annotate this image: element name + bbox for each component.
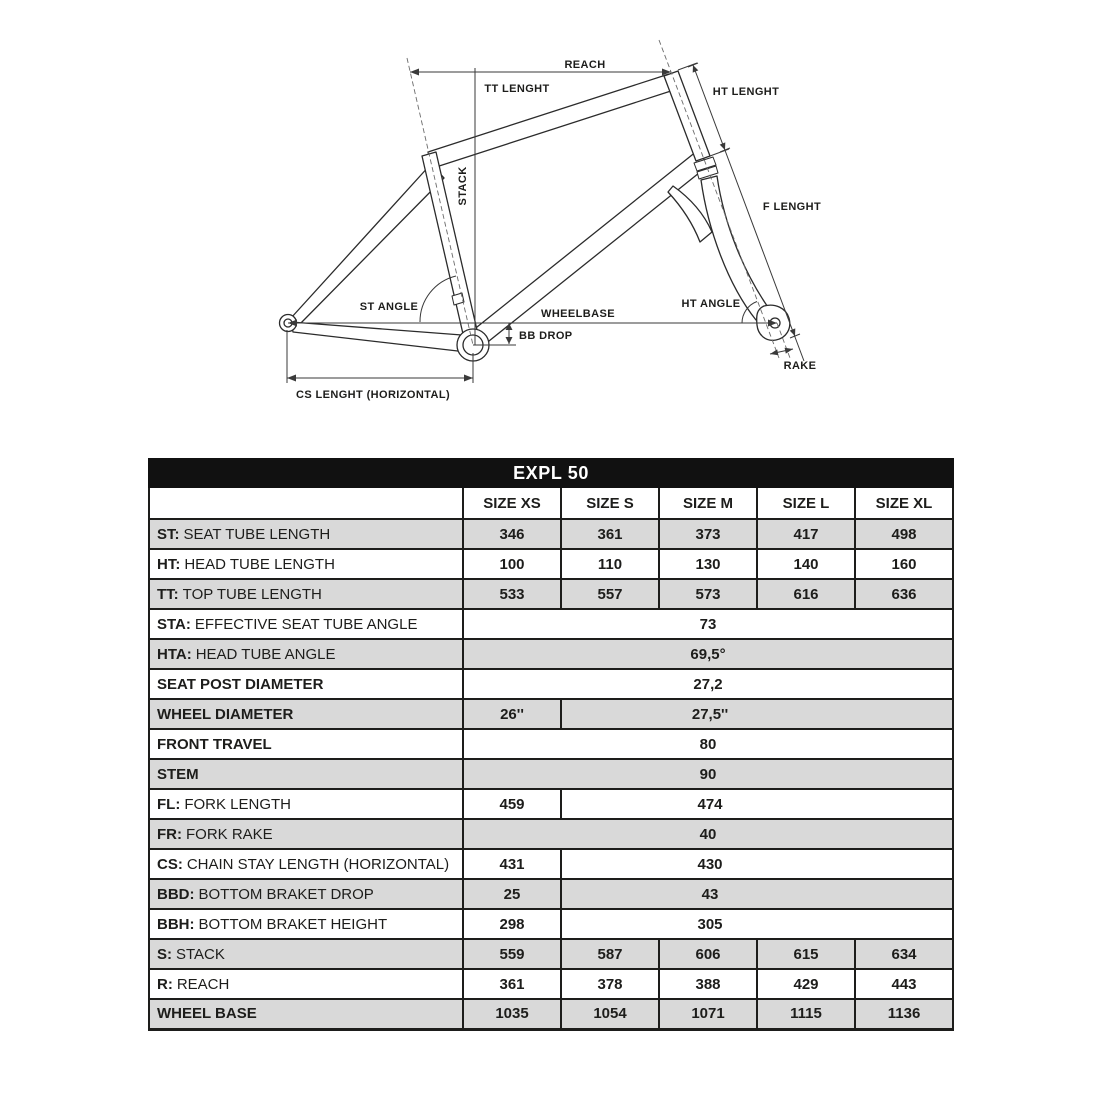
spec-value-span: 40 (463, 819, 953, 849)
spec-value: 100 (463, 549, 561, 579)
spec-value-span: 27,2 (463, 669, 953, 699)
spec-prefix: FR: (157, 825, 182, 843)
spec-label (149, 789, 463, 819)
top-tube (428, 74, 674, 168)
geometry-table (148, 458, 954, 1031)
stack-label: STACK (457, 166, 469, 206)
spec-prefix: CS: (157, 855, 183, 873)
table-row-seat-tube-length (149, 519, 953, 549)
spec-name: FORK RAKE (186, 825, 273, 843)
table-title-row (149, 459, 953, 487)
spec-prefix: BBH: (157, 915, 195, 933)
spec-label (149, 759, 463, 789)
spec-name: SEAT POST DIAMETER (157, 675, 324, 693)
spec-value: 25 (463, 879, 561, 909)
f-length-label: F LENGHT (762, 201, 822, 213)
spec-value: 373 (659, 519, 757, 549)
spec-value-span: 73 (463, 609, 953, 639)
spec-prefix: R: (157, 975, 173, 993)
spec-label (149, 729, 463, 759)
spec-name: WHEEL BASE (157, 1005, 257, 1023)
spec-prefix: S: (157, 945, 172, 963)
spec-prefix: STA: (157, 615, 191, 633)
table-row-fork-rake (149, 819, 953, 849)
arrowhead (410, 69, 419, 76)
chain-stay (291, 322, 475, 353)
spec-value-span: 90 (463, 759, 953, 789)
spec-prefix: HTA: (157, 645, 192, 663)
spec-name: BOTTOM BRAKET DROP (198, 885, 374, 903)
ht-angle-label: HT ANGLE (681, 298, 741, 310)
spec-value: 361 (561, 519, 659, 549)
bike-geometry-diagram (0, 0, 1100, 450)
tt-length-label: TT LENGHT (484, 83, 550, 95)
spec-name: HEAD TUBE LENGTH (184, 555, 335, 573)
spec-name: REACH (176, 975, 230, 993)
arrowhead (287, 375, 296, 382)
spec-value: 140 (757, 549, 855, 579)
spec-prefix: ST: (157, 525, 180, 543)
arrowhead (770, 349, 778, 355)
spec-value: 498 (855, 519, 953, 549)
spec-value: 346 (463, 519, 561, 549)
spec-name: CHAIN STAY LENGTH (HORIZONTAL) (186, 855, 450, 873)
spec-name: STEM (157, 765, 199, 783)
arrowhead (720, 142, 726, 150)
spec-label (149, 879, 463, 909)
spec-name: BOTTOM BRAKET HEIGHT (198, 915, 388, 933)
spec-label (149, 579, 463, 609)
spec-label (149, 669, 463, 699)
spec-value: 636 (855, 579, 953, 609)
head-tube (664, 71, 710, 161)
table-row-front-travel (149, 729, 953, 759)
spec-value: 1071 (659, 999, 757, 1029)
spec-label (149, 849, 463, 879)
spec-label (149, 519, 463, 549)
spec-name: TOP TUBE LENGTH (182, 585, 322, 603)
spec-prefix: BBD: (157, 885, 195, 903)
arrowhead (693, 65, 699, 73)
spec-value: 429 (757, 969, 855, 999)
spec-value-span: 430 (561, 849, 953, 879)
spec-value: 533 (463, 579, 561, 609)
spec-value: 559 (463, 939, 561, 969)
spec-value: 634 (855, 939, 953, 969)
spec-name: FORK LENGTH (184, 795, 292, 813)
empty-corner-cell (149, 487, 463, 519)
spec-value: 459 (463, 789, 561, 819)
size-header-xs: SIZE XS (463, 487, 561, 519)
spec-label (149, 549, 463, 579)
spec-label (149, 969, 463, 999)
table-row-head-tube-length (149, 549, 953, 579)
spec-value-span: 80 (463, 729, 953, 759)
spec-label (149, 609, 463, 639)
spec-value-span: 27,5'' (561, 699, 953, 729)
spec-value: 1136 (855, 999, 953, 1029)
arrowhead (790, 328, 796, 336)
table-row-seat-tube-angle (149, 609, 953, 639)
spec-label (149, 939, 463, 969)
spec-value: 1115 (757, 999, 855, 1029)
spec-label (149, 909, 463, 939)
spec-name: WHEEL DIAMETER (157, 705, 294, 723)
spec-value: 130 (659, 549, 757, 579)
spec-label (149, 639, 463, 669)
ht-length-label: HT LENGHT (712, 86, 780, 98)
table-row-chain-stay-length (149, 849, 953, 879)
reach-label: REACH (564, 59, 606, 71)
cs-length-label: CS LENGHT (HORIZONTAL) (295, 389, 451, 401)
spec-prefix: HT: (157, 555, 181, 573)
spec-value: 1035 (463, 999, 561, 1029)
spec-value-span: 305 (561, 909, 953, 939)
spec-value: 616 (757, 579, 855, 609)
st-angle-label: ST ANGLE (359, 301, 419, 313)
spec-value: 361 (463, 969, 561, 999)
size-header-m: SIZE M (659, 487, 757, 519)
spec-value: 431 (463, 849, 561, 879)
spec-prefix: TT: (157, 585, 179, 603)
spec-value: 110 (561, 549, 659, 579)
arrowhead (785, 348, 793, 354)
spec-value: 298 (463, 909, 561, 939)
spec-value: 443 (855, 969, 953, 999)
spec-name: STACK (176, 945, 225, 963)
table-row-seat-post-diameter (149, 669, 953, 699)
spec-prefix: FL: (157, 795, 181, 813)
spec-value: 557 (561, 579, 659, 609)
spec-name: HEAD TUBE ANGLE (195, 645, 336, 663)
spec-value: 587 (561, 939, 659, 969)
size-header-xl: SIZE XL (855, 487, 953, 519)
spec-value: 417 (757, 519, 855, 549)
size-header-l: SIZE L (757, 487, 855, 519)
table-row-top-tube-length (149, 579, 953, 609)
table-row-wheel-base (149, 999, 953, 1029)
table-row-stack (149, 939, 953, 969)
bb-drop-label: BB DROP (519, 330, 573, 342)
spec-label (149, 699, 463, 729)
table-row-fork-length (149, 789, 953, 819)
spec-value: 388 (659, 969, 757, 999)
spec-value: 606 (659, 939, 757, 969)
wheelbase-label: WHEELBASE (541, 308, 615, 320)
spec-value: 573 (659, 579, 757, 609)
arrowhead (464, 375, 473, 382)
size-header-row (149, 487, 953, 519)
spec-value: 1054 (561, 999, 659, 1029)
spec-value-span: 43 (561, 879, 953, 909)
table-row-wheel-diameter (149, 699, 953, 729)
bike-frame-drawing (0, 0, 1100, 450)
spec-value: 26'' (463, 699, 561, 729)
table-row-reach (149, 969, 953, 999)
table-row-bottom-bracket-height (149, 909, 953, 939)
table-title: EXPL 50 (149, 459, 953, 487)
spec-value: 160 (855, 549, 953, 579)
size-header-s: SIZE S (561, 487, 659, 519)
spec-value-span: 69,5° (463, 639, 953, 669)
table-row-stem (149, 759, 953, 789)
spec-name: FRONT TRAVEL (157, 735, 272, 753)
rake-label: RAKE (783, 360, 817, 372)
table-row-bottom-bracket-drop (149, 879, 953, 909)
arrowhead (506, 337, 513, 344)
spec-value-span: 474 (561, 789, 953, 819)
spec-label (149, 999, 463, 1029)
table-row-head-tube-angle (149, 639, 953, 669)
spec-value: 378 (561, 969, 659, 999)
spec-label (149, 819, 463, 849)
spec-name: SEAT TUBE LENGTH (183, 525, 331, 543)
spec-name: EFFECTIVE SEAT TUBE ANGLE (194, 615, 418, 633)
spec-value: 615 (757, 939, 855, 969)
